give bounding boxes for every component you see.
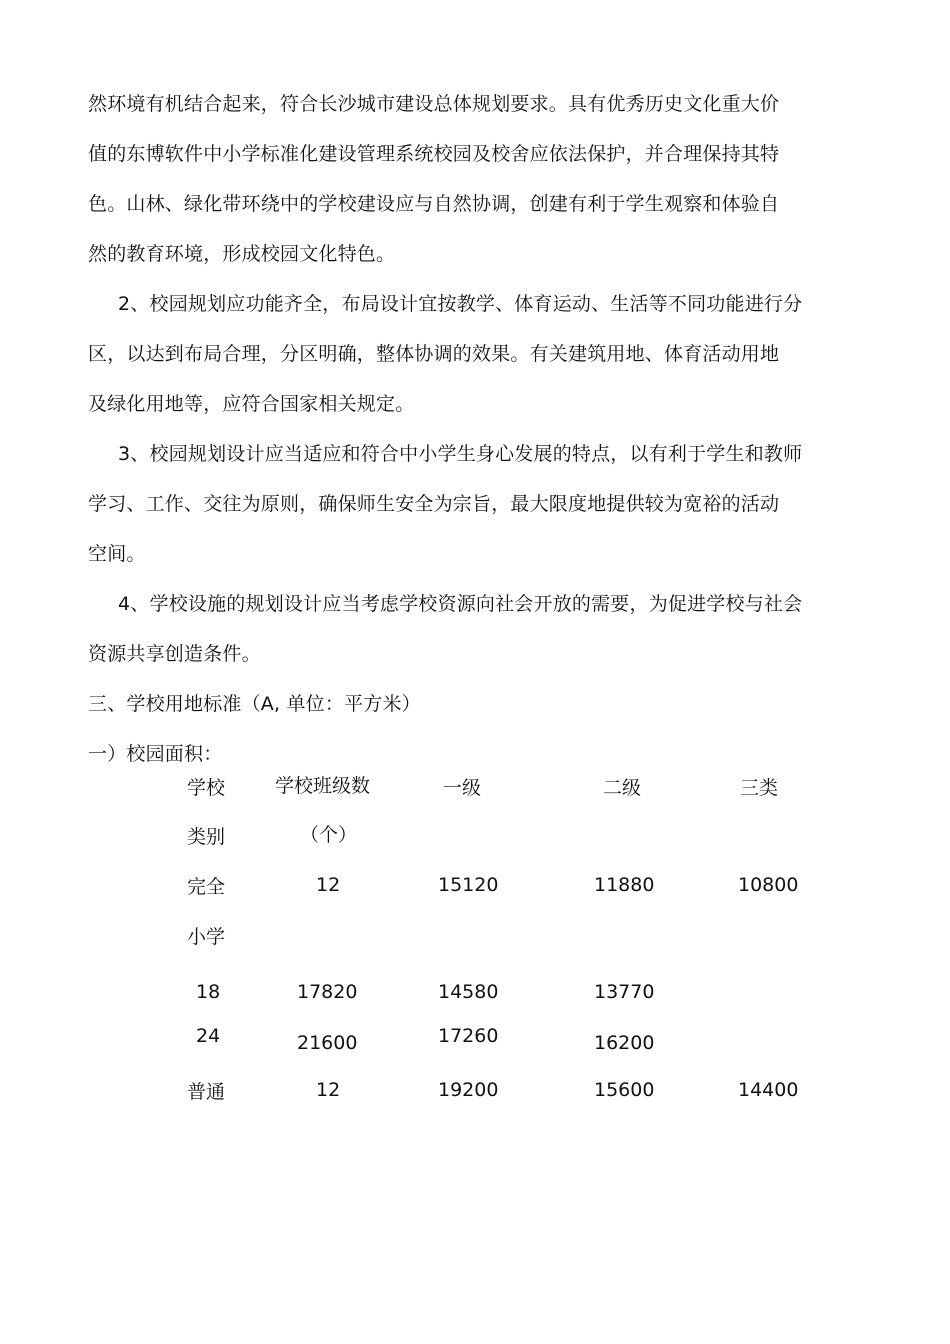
paragraph-line: 2、校园规划应功能齐全，布局设计宜按教学、体育运动、生活等不同功能进行分	[118, 293, 803, 315]
row-class-count: 12	[316, 874, 341, 896]
header-class-count: 学校班级数	[275, 775, 371, 797]
header-school-type: 学校	[187, 777, 226, 799]
row-level-1-value: 19200	[438, 1079, 499, 1101]
paragraph-line: 然的教育环境，形成校园文化特色。	[88, 243, 396, 265]
row-level-3-value: 14400	[738, 1079, 799, 1101]
paragraph-line: 及绿化用地等，应符合国家相关规定。	[88, 393, 415, 415]
row-level-3-value: 10800	[738, 874, 799, 896]
header-level-1: 一级	[443, 777, 482, 799]
row-class-count: 18	[196, 981, 221, 1003]
row-level-2-value: 11880	[594, 874, 655, 896]
row-school-type-line2: 小学	[187, 926, 226, 948]
row-level-1-value: 21600	[297, 1032, 358, 1054]
row-school-type: 完全	[187, 876, 226, 898]
header-class-count-unit: （个）	[300, 824, 358, 846]
row-class-count: 12	[316, 1079, 341, 1101]
paragraph-line: 值的东博软件中小学标准化建设管理系统校园及校舍应依法保护，并合理保持其特	[88, 143, 780, 165]
row-level-2-value: 14580	[438, 981, 499, 1003]
row-level-3-value: 13770	[594, 981, 655, 1003]
section-heading: 三、学校用地标准（A, 单位：平方米）	[88, 693, 421, 715]
row-level-2-value: 15600	[594, 1079, 655, 1101]
paragraph-line: 然环境有机结合起来，符合长沙城市建设总体规划要求。具有优秀历史文化重大价	[88, 93, 780, 115]
row-level-1-value: 15120	[438, 874, 499, 896]
row-level-2-value: 17260	[438, 1025, 499, 1047]
paragraph-line: 空间。	[88, 543, 146, 565]
header-level-3: 三类	[740, 777, 779, 799]
row-level-3-value: 16200	[594, 1032, 655, 1054]
header-level-2: 二级	[603, 777, 642, 799]
row-level-1-value: 17820	[297, 981, 358, 1003]
paragraph-line: 区，以达到布局合理，分区明确，整体协调的效果。有关建筑用地、体育活动用地	[88, 343, 780, 365]
paragraph-line: 3、校园规划设计应当适应和符合中小学生身心发展的特点，以有利于学生和教师	[118, 443, 803, 465]
header-school-type-line2: 类别	[187, 826, 226, 848]
paragraph-line: 4、学校设施的规划设计应当考虑学校资源向社会开放的需要，为促进学校与社会	[118, 593, 803, 615]
paragraph-line: 学习、工作、交往为原则，确保师生安全为宗旨，最大限度地提供较为宽裕的活动	[88, 493, 780, 515]
row-class-count: 24	[196, 1025, 221, 1047]
paragraph-line: 资源共享创造条件。	[88, 643, 261, 665]
paragraph-line: 色。山林、绿化带环绕中的学校建设应与自然协调，创建有利于学生观察和体验自	[88, 193, 780, 215]
row-school-type: 普通	[187, 1081, 226, 1103]
subsection-heading: 一）校园面积：	[88, 743, 223, 765]
